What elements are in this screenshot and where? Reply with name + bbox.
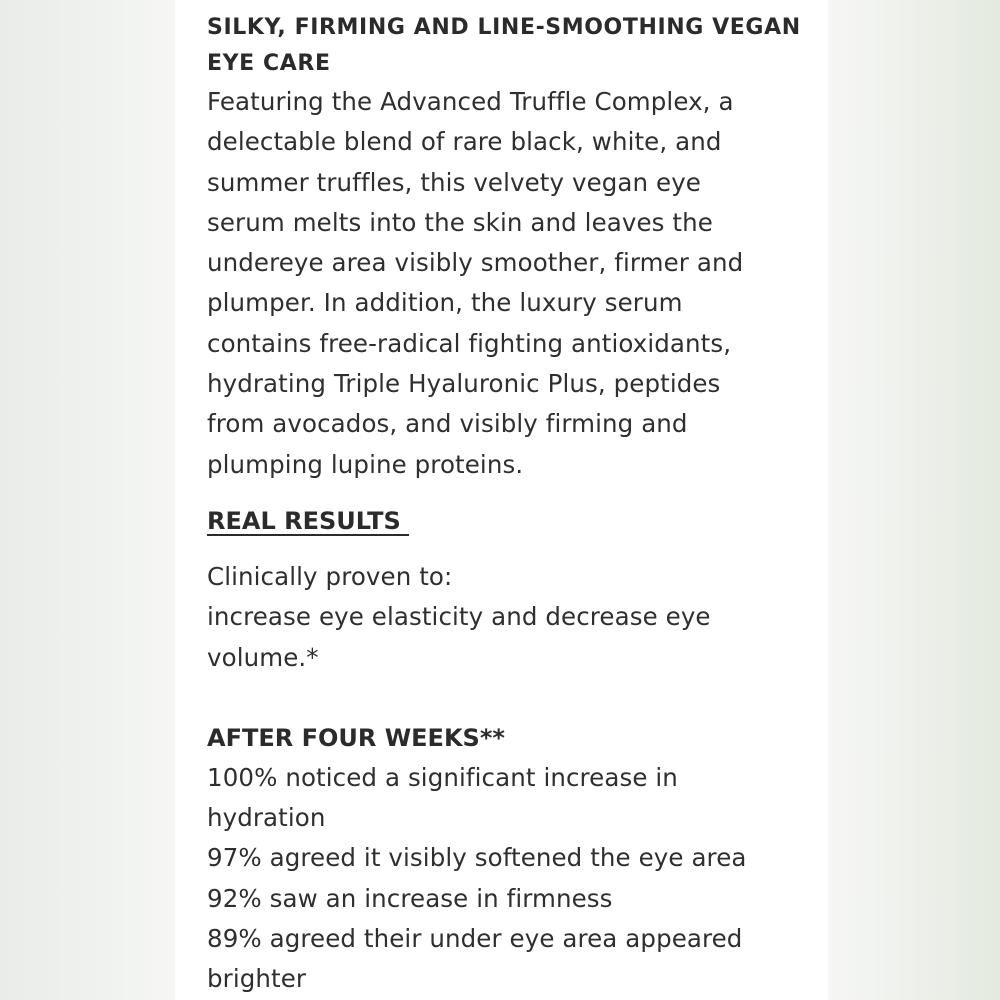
product-description bbox=[207, 82, 817, 485]
real-results-line: Clinically proven to: bbox=[207, 561, 453, 591]
description-line: plumper. In addition, the luxury serum bbox=[207, 288, 683, 318]
product-heading bbox=[207, 10, 817, 82]
real-results-line: increase eye elasticity and decrease eye bbox=[207, 602, 711, 632]
real-results-text bbox=[207, 557, 817, 678]
after-four-weeks-title: AFTER FOUR WEEKS** bbox=[207, 723, 505, 752]
description-line: plumping lupine proteins. bbox=[207, 449, 524, 479]
after-four-weeks-line: 89% agreed their under eye area appeared bbox=[207, 924, 743, 954]
after-four-weeks-line: 92% saw an increase in firmness bbox=[207, 883, 613, 913]
description-line: hydrating Triple Hyaluronic Plus, peptides bbox=[207, 369, 721, 399]
description-line: undereye area visibly smoother, firmer and bbox=[207, 248, 744, 278]
description-line: from avocados, and visibly firming and bbox=[207, 409, 688, 439]
description-line: summer truffles, this velvety vegan eye bbox=[207, 167, 701, 197]
after-four-weeks-line: hydration bbox=[207, 803, 326, 833]
product-heading-line: EYE CARE bbox=[207, 51, 331, 76]
after-four-weeks-line: brighter bbox=[207, 964, 307, 994]
after-four-weeks-text bbox=[207, 758, 817, 1000]
description-line: delectable blend of rare black, white, and bbox=[207, 127, 722, 157]
description-line: serum melts into the skin and leaves the bbox=[207, 207, 713, 237]
real-results-title: REAL RESULTS bbox=[207, 506, 410, 535]
product-description-panel bbox=[175, 0, 828, 1000]
description-line: contains free-radical fighting antioxidants, bbox=[207, 328, 732, 358]
description-line: Featuring the Advanced Truffle Complex, a bbox=[207, 87, 734, 116]
product-heading-line: SILKY, FIRMING AND LINE-SMOOTHING VEGAN bbox=[207, 15, 801, 40]
background-right bbox=[828, 0, 1000, 1000]
after-four-weeks-line: 100% noticed a significant increase in bbox=[207, 762, 678, 792]
product-description-content bbox=[207, 10, 817, 1000]
background-left bbox=[0, 0, 175, 1000]
after-four-weeks-line: 97% agreed it visibly softened the eye area bbox=[207, 843, 747, 873]
real-results-line: volume.* bbox=[207, 642, 319, 672]
